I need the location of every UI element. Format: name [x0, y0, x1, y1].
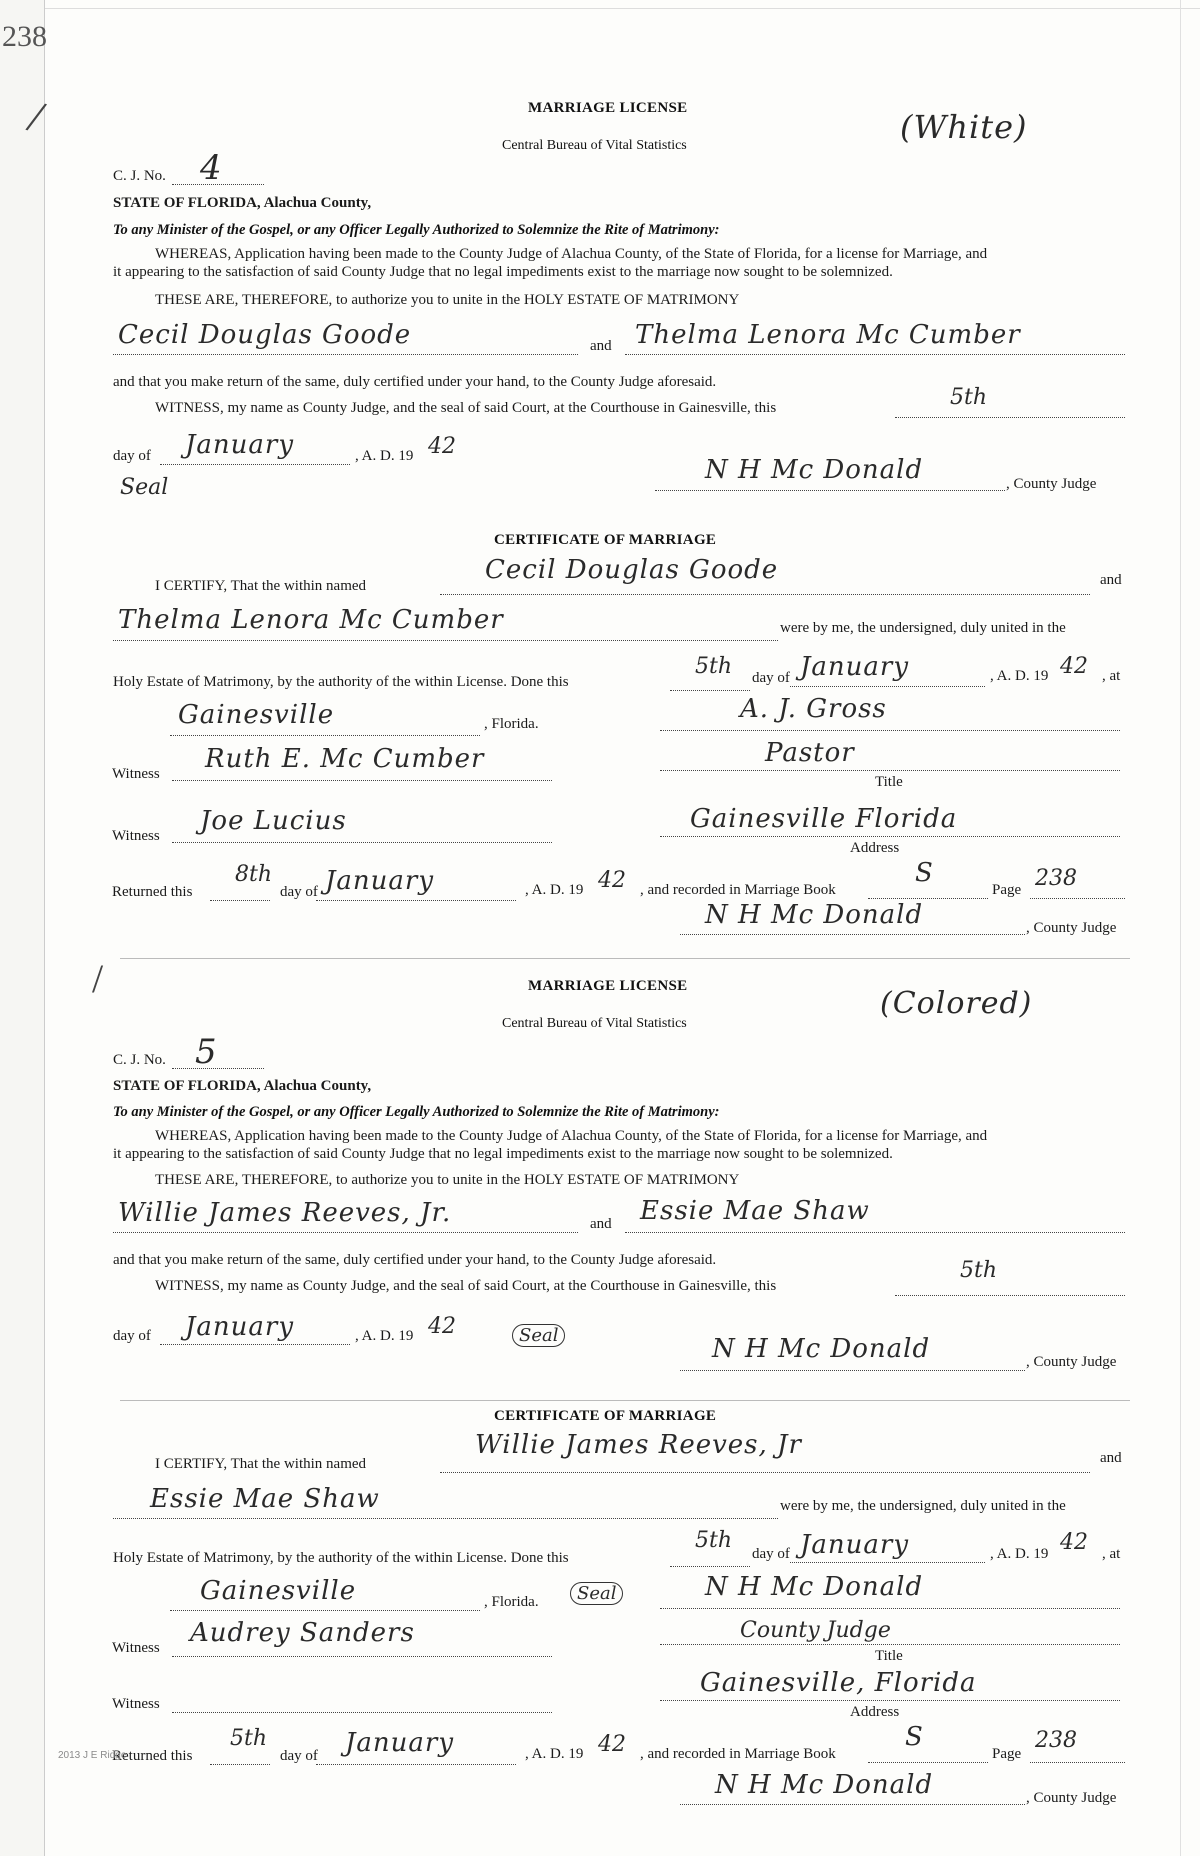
book-line-2	[868, 1762, 988, 1763]
holy-estate-label-1: Holy Estate of Matrimony, by the authority of the within License. Done this	[113, 674, 569, 690]
returned-day-of-label-2: day of	[280, 1748, 318, 1764]
cert-judge-signature-1: N H Mc Donald	[705, 900, 924, 930]
judge-signature-2: N H Mc Donald	[712, 1334, 931, 1364]
cert-ad-label-1: , A. D. 19	[990, 668, 1049, 684]
officiant-address-2: Gainesville, Florida	[700, 1668, 977, 1698]
day-of-label-cert-2: day of	[752, 1546, 790, 1562]
united-label-1: were by me, the undersigned, duly united in the	[780, 620, 1066, 636]
cj-no-value-2: 5	[195, 1032, 218, 1072]
returned-day-2: 5th	[230, 1726, 268, 1751]
return-line-2: and that you make return of the same, duly certified under your hand, to the County Judge aforesaid.	[113, 1252, 717, 1268]
cert-groom-line-1	[440, 594, 1090, 595]
bride-line-2	[625, 1232, 1125, 1233]
state-line-1: STATE OF FLORIDA, Alachua County,	[113, 195, 372, 211]
bureau-title-1: Central Bureau of Vital Statistics	[502, 138, 687, 153]
recorded-label-1: , and recorded in Marriage Book	[640, 882, 836, 898]
whereas-line-b-1: it appearing to the satisfaction of said County Judge that no legal impediments exist to the marriage now sought to be solemnized.	[113, 264, 893, 280]
cj-no-line-2	[172, 1068, 264, 1069]
address-line-field-2	[660, 1700, 1120, 1701]
state-line-2: STATE OF FLORIDA, Alachua County,	[113, 1078, 372, 1094]
witness-judge-line-1: WITNESS, my name as County Judge, and the seal of said Court, at the Courthouse in Gainesville, this	[155, 400, 777, 416]
groom-line-2	[113, 1232, 578, 1233]
cert-county-judge-label-1: , County Judge	[1026, 920, 1117, 936]
cert-bride-1: Thelma Lenora Mc Cumber	[118, 605, 504, 635]
whereas-line-a-2: WHEREAS, Application having been made to the County Judge of Alachua County, of the State of Florida, for a license for Marriage, and	[155, 1128, 988, 1144]
witness-line-2a	[172, 1656, 552, 1657]
cert-year-1: 42	[1060, 654, 1088, 679]
returned-label-2: Returned this	[112, 1748, 193, 1764]
witness-label-1a: Witness	[112, 766, 160, 782]
book-line-1	[868, 898, 988, 899]
address-label-1: Address	[850, 840, 900, 856]
judge-line-2	[680, 1370, 1025, 1371]
cert-bride-2: Essie Mae Shaw	[150, 1484, 380, 1514]
page-label-2: Page	[992, 1746, 1022, 1762]
address-line-1: To any Minister of the Gospel, or any Officer Legally Authorized to Solemnize the Rite of Matrimony:	[113, 222, 720, 238]
witness-label-2b: Witness	[112, 1696, 160, 1712]
race-note-2: (Colored)	[880, 986, 1033, 1021]
officiant-title-2: County Judge	[740, 1618, 891, 1643]
day-of-label-1: day of	[113, 448, 151, 464]
cert-judge-line-2	[680, 1804, 1025, 1805]
title-label-1: Title	[875, 774, 903, 790]
month-line-1	[160, 464, 350, 465]
cert-day-1: 5th	[695, 654, 733, 679]
year-value-2: 42	[428, 1314, 456, 1339]
ad-label-2: , A. D. 19	[355, 1328, 414, 1344]
section-divider	[120, 958, 1130, 959]
title-label-2: Title	[875, 1648, 903, 1664]
return-line-1: and that you make return of the same, duly certified under your hand, to the County Judge aforesaid.	[113, 374, 717, 390]
title-line-1	[660, 770, 1120, 771]
address-line-field-1	[660, 836, 1120, 837]
cert-month-line-1	[790, 686, 985, 687]
day-value-1: 5th	[950, 385, 988, 410]
bride-line-1	[625, 354, 1125, 355]
officiant-1: A. J. Gross	[740, 694, 887, 724]
returned-day-1: 8th	[235, 862, 273, 887]
check-mark-1: /	[22, 90, 51, 143]
cert-place-2: Gainesville	[200, 1576, 357, 1606]
certificate-title-1: CERTIFICATE OF MARRIAGE	[494, 532, 717, 548]
cert-and-label-1: and	[1100, 572, 1122, 588]
certify-label-1: I CERTIFY, That the within named	[155, 578, 367, 594]
cj-no-label-2: C. J. No.	[113, 1052, 166, 1068]
and-label-2: and	[590, 1216, 612, 1232]
united-label-2: were by me, the undersigned, duly united in the	[780, 1498, 1066, 1514]
license-title-2: MARRIAGE LICENSE	[528, 978, 688, 994]
day-value-2: 5th	[960, 1258, 998, 1283]
county-judge-label-1: , County Judge	[1006, 476, 1097, 492]
returned-year-2: 42	[598, 1732, 626, 1757]
race-note-1: (White)	[900, 108, 1028, 146]
seal-stamp-cert-2: Seal	[570, 1582, 623, 1605]
cert-day-line-2	[670, 1566, 750, 1567]
officiant-line-1	[660, 730, 1120, 731]
top-edge	[0, 0, 1200, 9]
cert-ad-label-2: , A. D. 19	[990, 1546, 1049, 1562]
title-line-2	[660, 1644, 1120, 1645]
year-value-1: 42	[428, 434, 456, 459]
book-value-1: S	[915, 858, 934, 888]
returned-year-1: 42	[598, 868, 626, 893]
at-label-2: , at	[1102, 1546, 1121, 1562]
cert-place-line-2	[170, 1610, 480, 1611]
seal-stamp-2: Seal	[512, 1324, 565, 1347]
cert-year-2: 42	[1060, 1530, 1088, 1555]
cert-day-line-1	[670, 690, 750, 691]
month-line-2	[160, 1344, 350, 1345]
day-of-label-cert-1: day of	[752, 670, 790, 686]
check-mark-2: /	[92, 956, 104, 1001]
witness-name-1b: Joe Lucius	[200, 806, 347, 836]
holy-estate-label-2: Holy Estate of Matrimony, by the authority of the within License. Done this	[113, 1550, 569, 1566]
judge-signature-1: N H Mc Donald	[705, 455, 924, 485]
cert-county-judge-label-2: , County Judge	[1026, 1790, 1117, 1806]
cert-month-line-2	[790, 1562, 985, 1563]
judge-line-1	[655, 490, 1005, 491]
at-label-1: , at	[1102, 668, 1121, 684]
date-line-2	[895, 1295, 1125, 1296]
cert-month-1: January	[800, 652, 910, 682]
returned-label-1: Returned this	[112, 884, 193, 900]
therefore-line-1: THESE ARE, THEREFORE, to authorize you to unite in the HOLY ESTATE OF MATRIMONY	[155, 292, 740, 308]
recorded-label-2: , and recorded in Marriage Book	[640, 1746, 836, 1762]
returned-day-line-1	[210, 900, 270, 901]
witness-label-2a: Witness	[112, 1640, 160, 1656]
returned-month-line-1	[316, 900, 516, 901]
cert-and-label-2: and	[1100, 1450, 1122, 1466]
left-margin-strip	[0, 0, 45, 1856]
witness-name-2a: Audrey Sanders	[190, 1618, 415, 1648]
officiant-line-2	[660, 1608, 1120, 1609]
cert-place-line-1	[170, 735, 480, 736]
right-edge-line	[1180, 0, 1181, 1856]
seal-mark-1: Seal	[120, 475, 169, 500]
officiant-address-1: Gainesville Florida	[690, 804, 958, 834]
officiant-2: N H Mc Donald	[705, 1572, 924, 1602]
returned-day-of-label-1: day of	[280, 884, 318, 900]
bride-name-1: Thelma Lenora Mc Cumber	[635, 320, 1021, 350]
certify-label-2: I CERTIFY, That the within named	[155, 1456, 367, 1472]
cert-day-2: 5th	[695, 1528, 733, 1553]
cert-groom-line-2	[440, 1472, 1090, 1473]
cert-month-2: January	[800, 1530, 910, 1560]
returned-ad-label-2: , A. D. 19	[525, 1746, 584, 1762]
therefore-line-2: THESE ARE, THEREFORE, to authorize you to unite in the HOLY ESTATE OF MATRIMONY	[155, 1172, 740, 1188]
month-value-2: January	[185, 1312, 295, 1342]
county-judge-label-2: , County Judge	[1026, 1354, 1117, 1370]
book-value-2: S	[905, 1722, 924, 1752]
cert-place-1: Gainesville	[178, 700, 335, 730]
groom-line-1	[113, 354, 578, 355]
bureau-title-2: Central Bureau of Vital Statistics	[502, 1016, 687, 1031]
groom-name-2: Willie James Reeves, Jr.	[118, 1198, 452, 1228]
cert-judge-signature-2: N H Mc Donald	[715, 1770, 934, 1800]
groom-name-1: Cecil Douglas Goode	[118, 320, 412, 350]
returned-day-line-2	[210, 1764, 270, 1765]
florida-label-1: , Florida.	[484, 716, 539, 732]
witness-line-2b	[172, 1712, 552, 1713]
certificate-title-2: CERTIFICATE OF MARRIAGE	[494, 1408, 717, 1424]
whereas-line-b-2: it appearing to the satisfaction of said County Judge that no legal impediments exist to the marriage now sought to be solemnized.	[113, 1146, 893, 1162]
witness-line-1a	[172, 780, 552, 781]
cert-judge-line-1	[680, 934, 1025, 935]
officiant-title-1: Pastor	[765, 738, 855, 768]
cert-bride-line-2	[113, 1518, 778, 1519]
cj-no-value-1: 4	[200, 148, 223, 188]
page-number: 238	[2, 20, 47, 53]
date-line-1	[895, 417, 1125, 418]
witness-name-1a: Ruth E. Mc Cumber	[205, 744, 485, 774]
returned-month-line-2	[316, 1764, 516, 1765]
address-line-2: To any Minister of the Gospel, or any Officer Legally Authorized to Solemnize the Rite of Matrimony:	[113, 1104, 720, 1120]
page-value-2: 238	[1035, 1728, 1077, 1753]
page-line-2	[1030, 1762, 1125, 1763]
florida-label-2: , Florida.	[484, 1594, 539, 1610]
section-divider-2	[120, 1400, 1130, 1401]
and-label-1: and	[590, 338, 612, 354]
cj-no-label-1: C. J. No.	[113, 168, 166, 184]
month-value-1: January	[185, 430, 295, 460]
address-label-2: Address	[850, 1704, 900, 1720]
cert-groom-2: Willie James Reeves, Jr	[475, 1430, 802, 1460]
cert-bride-line-1	[113, 640, 778, 641]
cert-groom-1: Cecil Douglas Goode	[485, 555, 779, 585]
license-title-1: MARRIAGE LICENSE	[528, 100, 688, 116]
witness-line-1b	[172, 842, 552, 843]
returned-ad-label-1: , A. D. 19	[525, 882, 584, 898]
whereas-line-a-1: WHEREAS, Application having been made to the County Judge of Alachua County, of the State of Florida, for a license for Marriage, and	[155, 246, 988, 262]
witness-judge-line-2: WITNESS, my name as County Judge, and the seal of said Court, at the Courthouse in Gainesville, this	[155, 1278, 777, 1294]
page-label-1: Page	[992, 882, 1022, 898]
witness-label-1b: Witness	[112, 828, 160, 844]
page-value-1: 238	[1035, 866, 1077, 891]
copyright-watermark: 2013 J E Ridge	[58, 1750, 127, 1761]
ad-label-1: , A. D. 19	[355, 448, 414, 464]
bride-name-2: Essie Mae Shaw	[640, 1196, 870, 1226]
returned-month-1: January	[325, 866, 435, 896]
returned-month-2: January	[345, 1728, 455, 1758]
day-of-label-2: day of	[113, 1328, 151, 1344]
page-line-1	[1030, 898, 1125, 899]
